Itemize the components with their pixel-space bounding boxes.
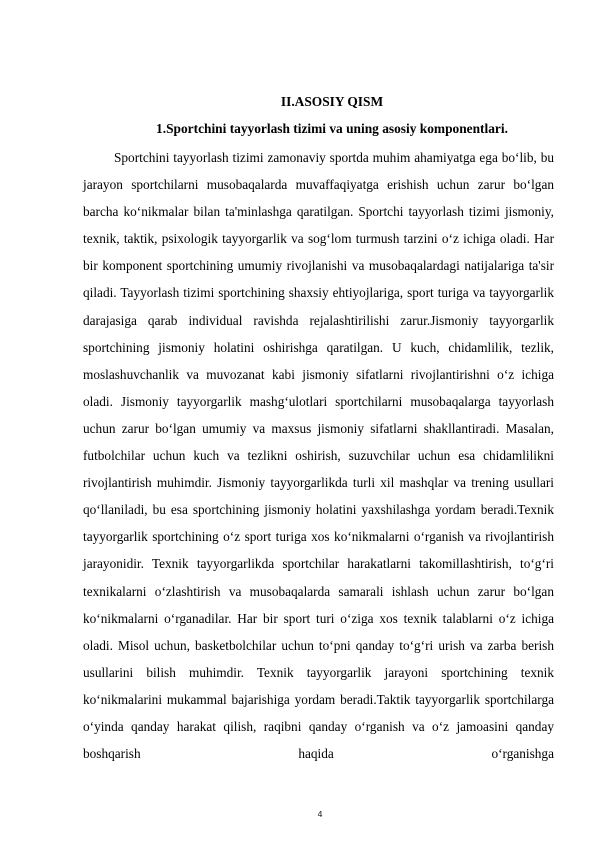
page-number: 4 (317, 810, 323, 819)
body-paragraph: Sportchini tayyorlash tizimi zamonaviy sportda muhim ahamiyatga ega bo‘lib, bu jarayon sportchilarni musobaqalarda muvaffaqiyatga erishish uchun zarur bo‘lgan barcha ko‘nikmalar bilan ta'minlashga qaratilgan. Sportchi tayyorlash tizimi jismoniy, texnik, taktik, psixologik tayyorgarlik va sog‘lom turmush tarzini o‘z ichiga oladi. Har bir komponent sportchining umumiy rivojlanishi va musobaqalardagi natijalariga ta'sir qiladi. Tayyorlash tizimi sportchining shaxsiy ehtiyojlariga, sport turiga va tayyorgarlik darajasiga qarab individual ravishda rejalashtirilishi zarur.Jismoniy tayyorgarlik sportchining jismoniy holatini oshirishga qaratilgan. U kuch, chidamlilik, tezlik, moslashuvchanlik va muvozanat kabi jismoniy sifatlarni rivojlantirishni o‘z ichiga oladi. Jismoniy tayyorgarlik mashg‘ulotlari sportchilarni musobaqalarga tayyorlash uchun zarur bo‘lgan umumiy va maxsus jismoniy sifatlarni shakllantiradi. Masalan, futbolchilar uchun kuch va tezlikni oshirish, suzuvchilar uchun esa chidamlilikni rivojlantirish muhimdir. Jismoniy tayyorgarlikda turli xil mashqlar va trening usullari qo‘llaniladi, bu esa sportchining jismoniy holatini yaxshilashga yordam beradi.Texnik tayyorgarlik sportchining o‘z sport turiga xos ko‘nikmalarni o‘rganish va rivojlantirish jarayonidir. Texnik tayyorgarlikda sportchilar harakatlarni takomillashtirish, to‘g‘ri texnikalarni o‘zlashtirish va musobaqalarda samarali ishlash uchun zarur bo‘lgan ko‘nikmalarni o‘rganadilar. Har bir sport turi o‘ziga xos texnik talablarni o‘z ichiga oladi. Misol uchun, basketbolchilar uchun to‘pni qanday to‘g‘ri urish va zarba berish usullarini bilish muhimdir. Texnik tayyorgarlik jarayoni sportchining texnik ko‘nikmalarini mukammal bajarishiga yordam beradi.Taktik tayyorgarlik sportchilarga o‘yinda qanday harakat qilish, raqibni qanday o‘rganish va o‘z jamoasini qanday boshqarish haqida o‘rganishga (83, 150, 554, 762)
section-title: II.ASOSIY QISM (280, 94, 384, 109)
subsection-title: 1.Sportchini tayyorlash tizimi va uning asosiy komponentlari. (156, 121, 508, 136)
